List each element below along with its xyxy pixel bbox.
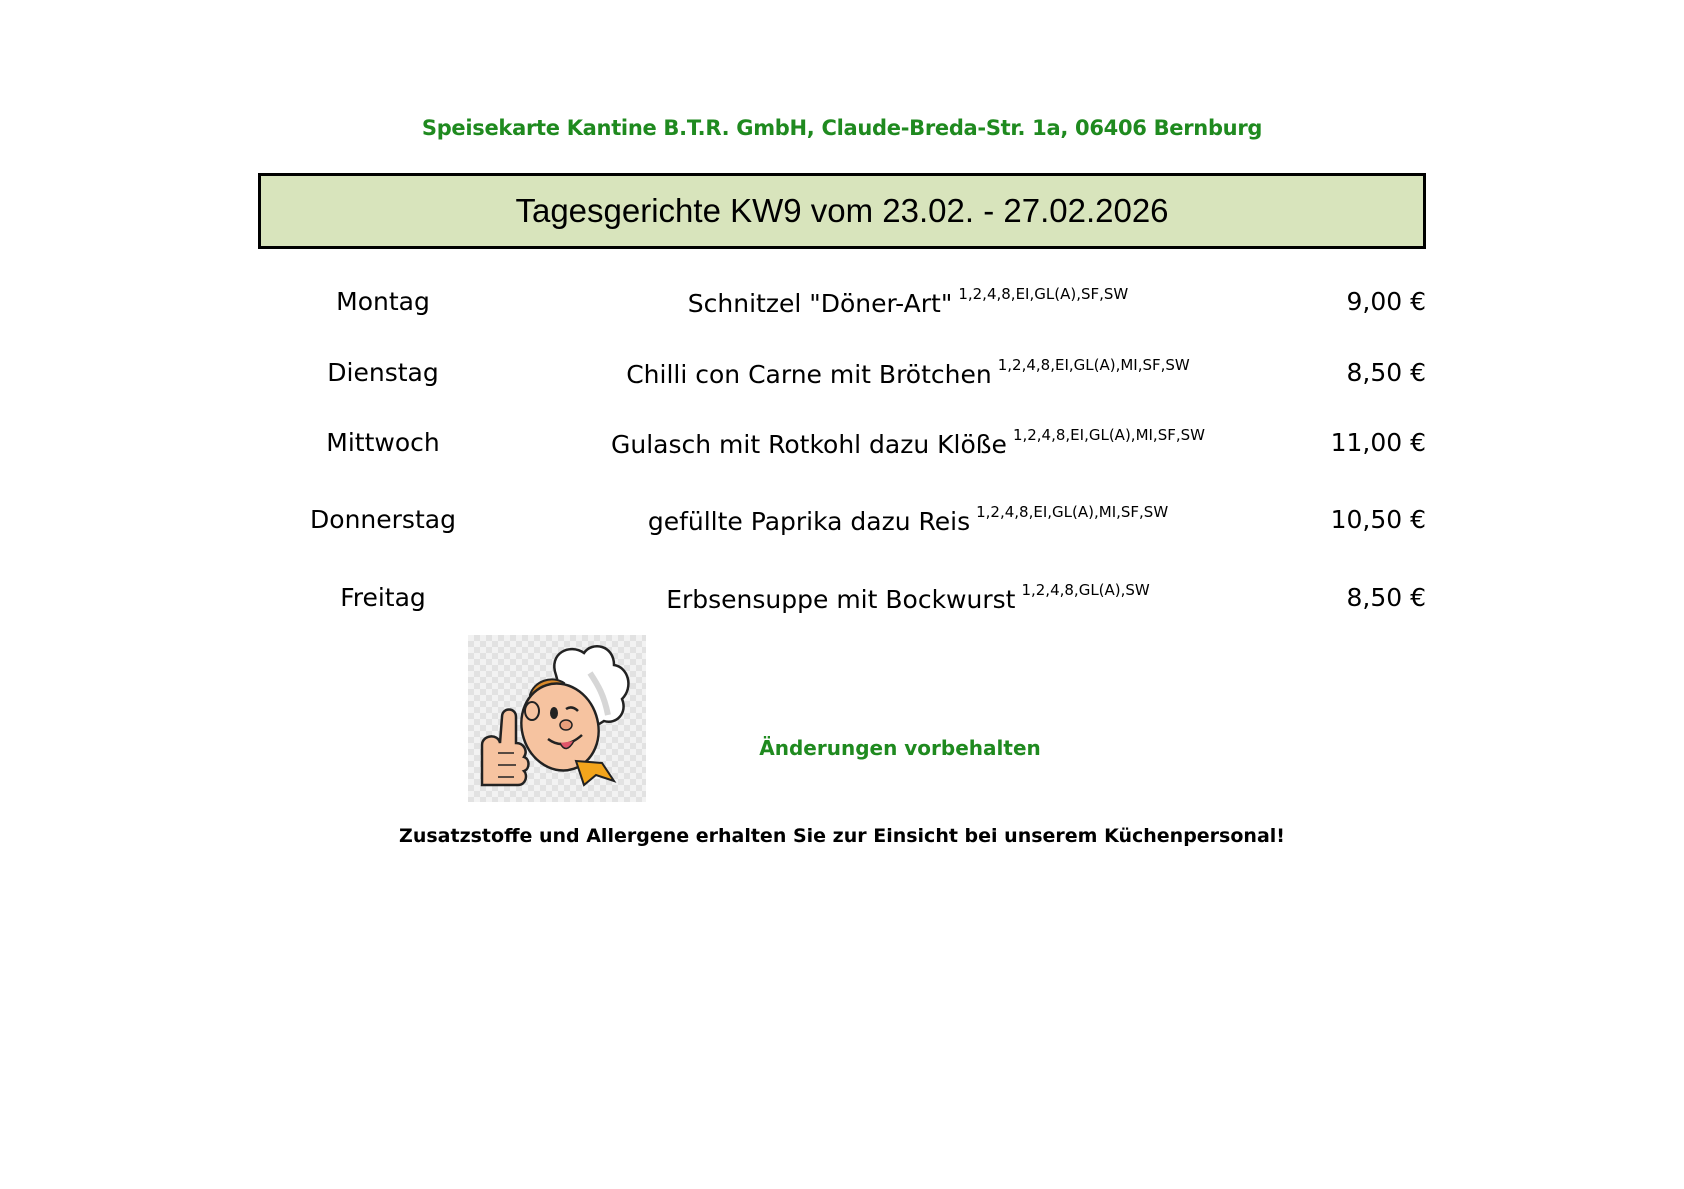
dish-name: Erbsensuppe mit Bockwurst — [666, 585, 1016, 614]
dish-allergens: 1,2,4,8,EI,GL(A),SF,SW — [958, 285, 1129, 303]
menu-price: 9,00 € — [1346, 287, 1426, 316]
dish-allergens: 1,2,4,8,EI,GL(A),MI,SF,SW — [976, 503, 1169, 521]
changes-notice: Änderungen vorbehalten — [759, 736, 1041, 760]
menu-row — [258, 583, 1426, 623]
menu-price: 11,00 € — [1330, 428, 1426, 457]
dish-allergens: 1,2,4,8,GL(A),SW — [1021, 581, 1150, 599]
menu-dish — [508, 426, 1308, 459]
menu-dish — [508, 503, 1308, 536]
menu-day: Mittwoch — [326, 428, 440, 457]
menu-row — [258, 287, 1426, 327]
dish-name: Gulasch mit Rotkohl dazu Klöße — [611, 430, 1007, 459]
allergen-footer: Zusatzstoffe und Allergene erhalten Sie zur Einsicht bei unserem Küchenpersonal! — [399, 825, 1285, 847]
dish-name: Chilli con Carne mit Brötchen — [626, 360, 992, 389]
menu-dish — [508, 581, 1308, 614]
menu-dish — [508, 285, 1308, 318]
dish-allergens: 1,2,4,8,EI,GL(A),MI,SF,SW — [1012, 426, 1205, 444]
menu-dish — [508, 356, 1308, 389]
menu-day: Montag — [336, 287, 430, 316]
chef-thumbs-up-icon — [468, 635, 646, 802]
menu-price: 8,50 € — [1346, 583, 1426, 612]
dish-name: Schnitzel "Döner-Art" — [687, 289, 953, 318]
week-banner — [258, 173, 1426, 249]
page-header: Speisekarte Kantine B.T.R. GmbH, Claude-Breda-Str. 1a, 06406 Bernburg — [421, 116, 1263, 140]
menu-price: 8,50 € — [1346, 358, 1426, 387]
menu-day: Freitag — [340, 583, 426, 612]
menu-price: 10,50 € — [1330, 505, 1426, 534]
dish-name: gefüllte Paprika dazu Reis — [647, 507, 971, 536]
menu-day: Dienstag — [327, 358, 439, 387]
menu-row — [258, 505, 1426, 545]
menu-row — [258, 428, 1426, 468]
menu-day: Donnerstag — [310, 505, 456, 534]
dish-allergens: 1,2,4,8,EI,GL(A),MI,SF,SW — [997, 356, 1190, 374]
week-banner-title: Tagesgerichte KW9 vom 23.02. - 27.02.2026 — [515, 192, 1169, 229]
menu-row — [258, 358, 1426, 398]
